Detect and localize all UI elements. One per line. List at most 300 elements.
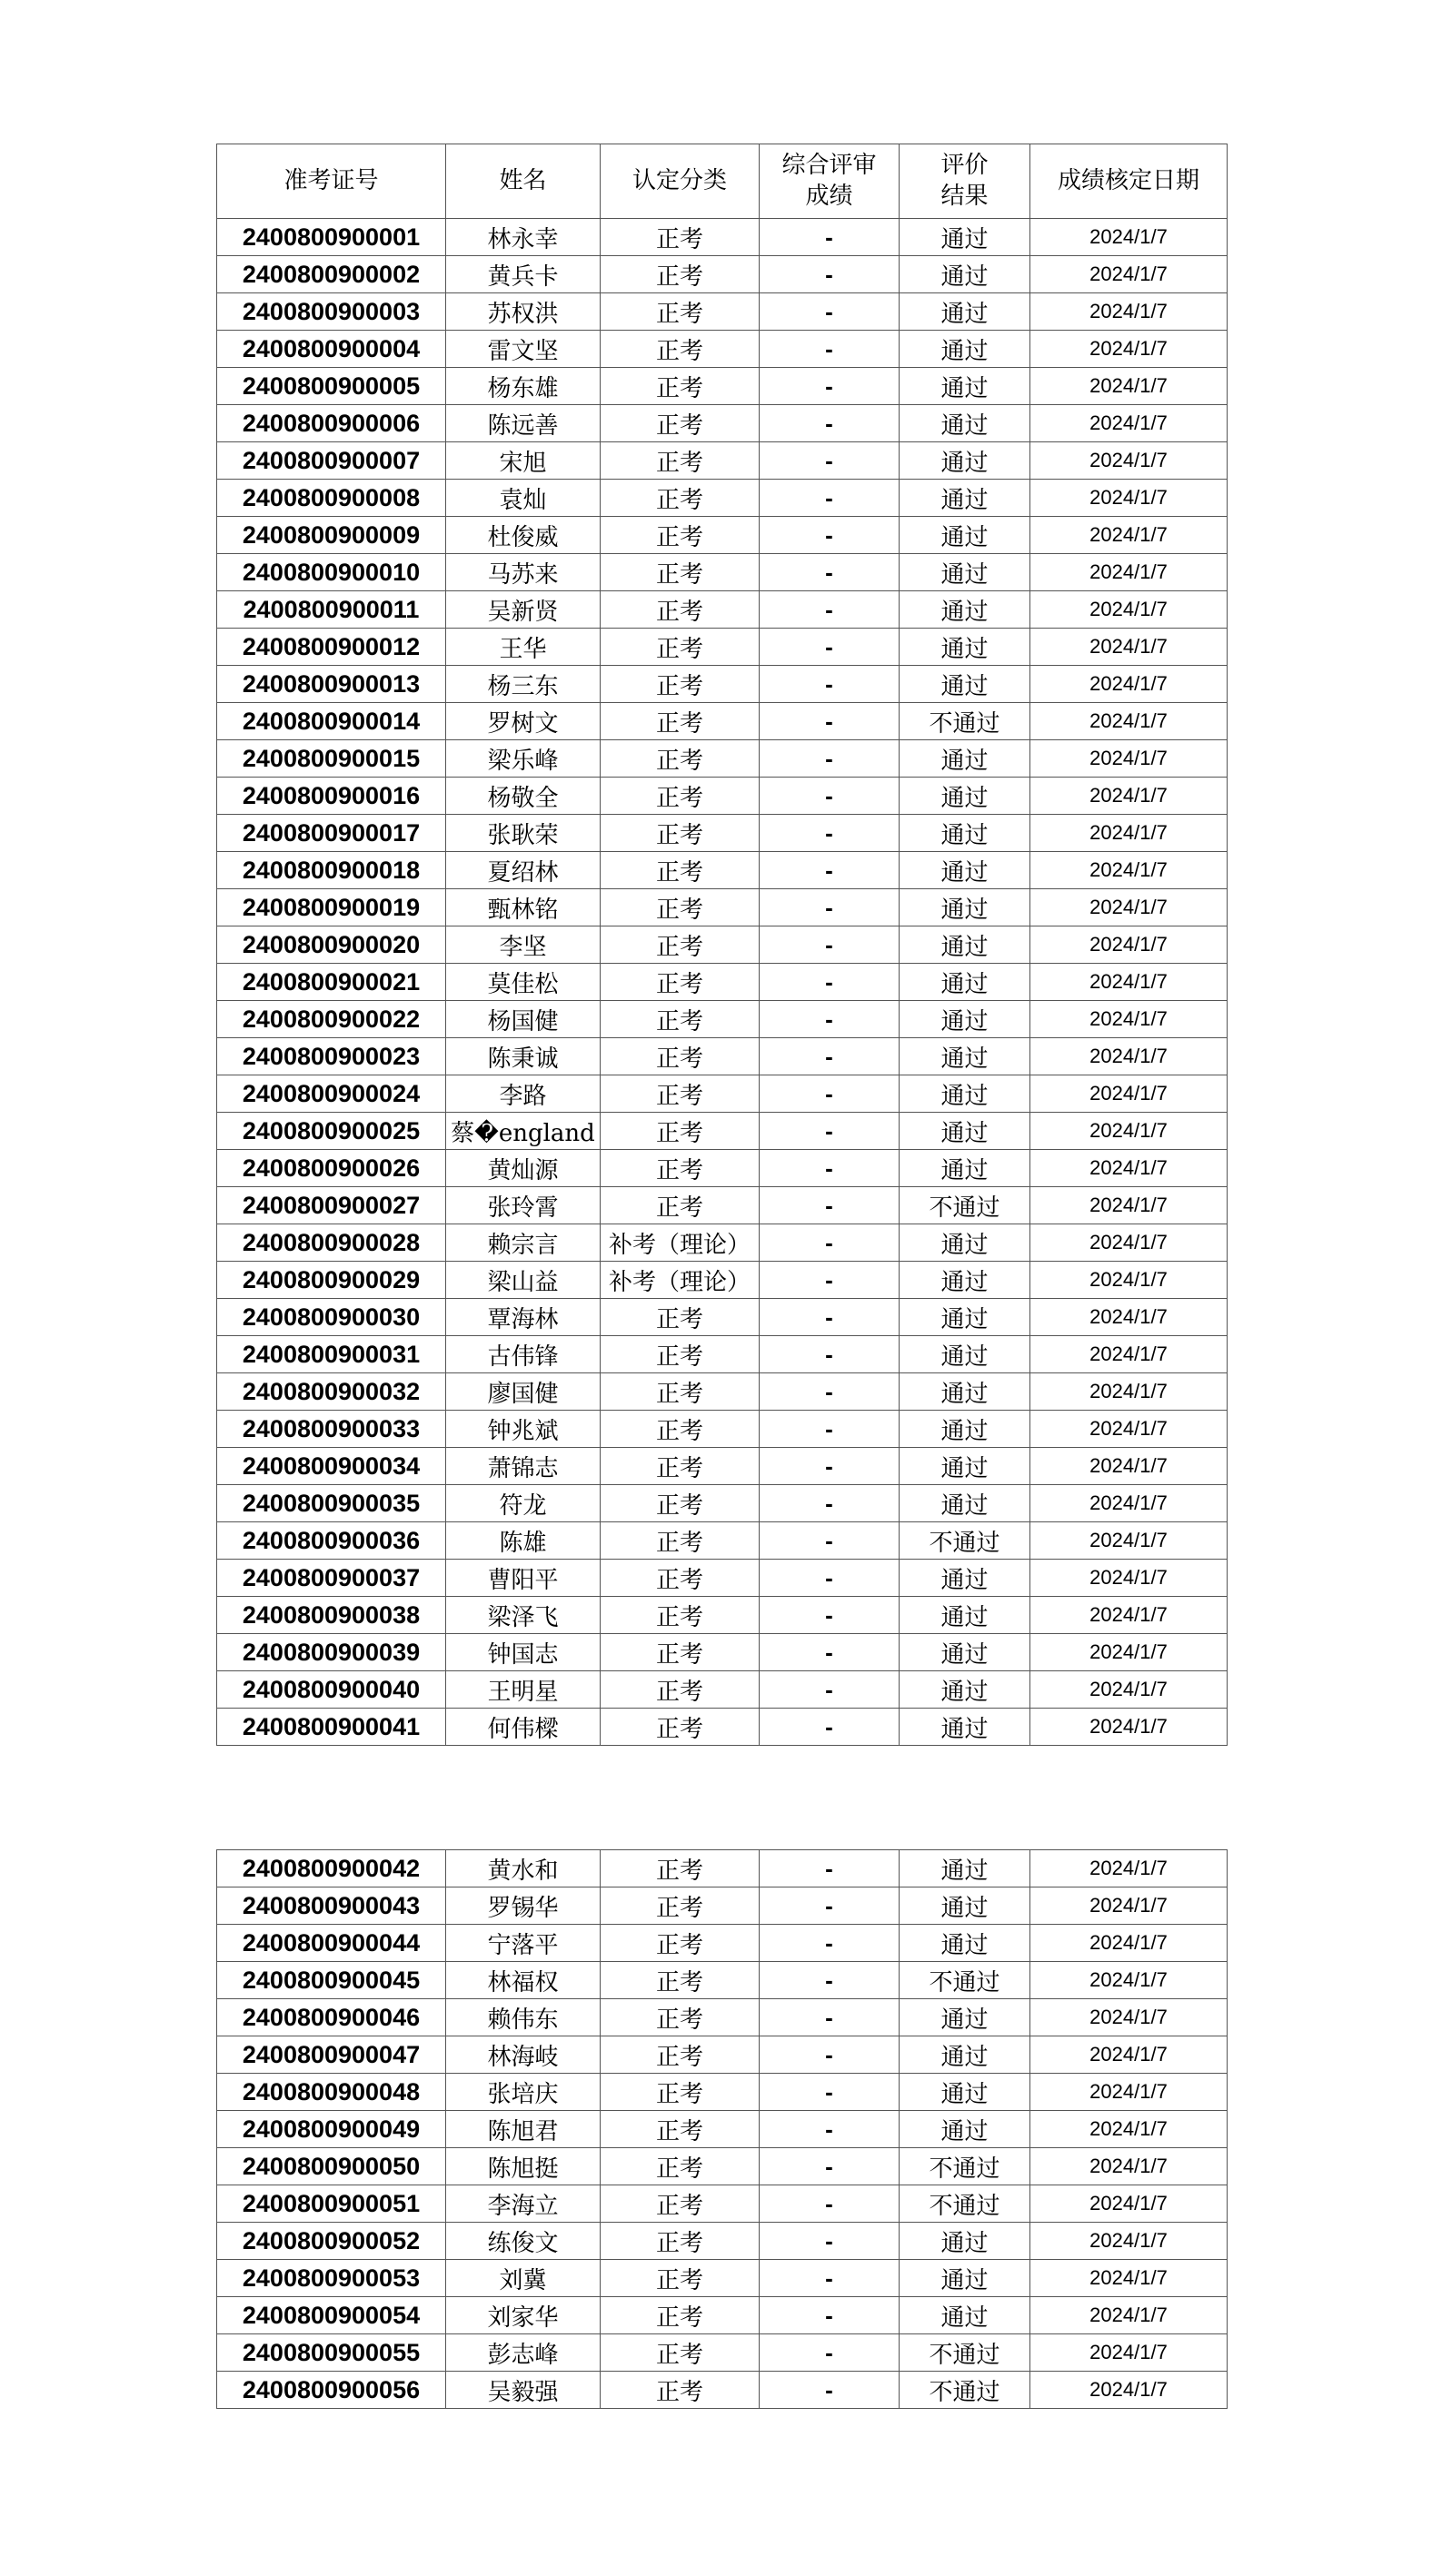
cell-category: 正考 xyxy=(601,554,760,591)
cell-date: 2024/1/7 xyxy=(1030,1522,1228,1560)
cell-result: 通过 xyxy=(900,1373,1030,1411)
cell-id: 2400800900020 xyxy=(217,926,446,964)
header-name: 姓名 xyxy=(446,144,601,219)
cell-result: 通过 xyxy=(900,1709,1030,1746)
cell-date: 2024/1/7 xyxy=(1030,1887,1228,1925)
cell-score: - xyxy=(760,517,900,554)
cell-score: - xyxy=(760,2185,900,2223)
cell-date: 2024/1/7 xyxy=(1030,629,1228,666)
cell-score: - xyxy=(760,1925,900,1962)
header-result-line1: 评价 xyxy=(940,151,989,179)
table-row xyxy=(217,1671,1228,1709)
cell-category: 正考 xyxy=(601,1150,760,1187)
cell-date: 2024/1/7 xyxy=(1030,1187,1228,1224)
cell-category: 正考 xyxy=(601,1113,760,1150)
cell-id: 2400800900031 xyxy=(217,1336,446,1373)
cell-id: 2400800900029 xyxy=(217,1262,446,1299)
cell-name: 钟国志 xyxy=(446,1634,601,1671)
table-row xyxy=(217,1850,1228,1887)
cell-date: 2024/1/7 xyxy=(1030,256,1228,293)
cell-result: 通过 xyxy=(900,1448,1030,1485)
cell-result: 通过 xyxy=(900,2297,1030,2334)
cell-id: 2400800900041 xyxy=(217,1709,446,1746)
cell-name: 苏权洪 xyxy=(446,293,601,331)
table-row xyxy=(217,2074,1228,2111)
cell-result: 通过 xyxy=(900,1224,1030,1262)
cell-result: 不通过 xyxy=(900,2148,1030,2185)
table-row xyxy=(217,1001,1228,1038)
cell-id: 2400800900001 xyxy=(217,219,446,256)
cell-date: 2024/1/7 xyxy=(1030,2297,1228,2334)
cell-score: - xyxy=(760,2297,900,2334)
cell-date: 2024/1/7 xyxy=(1030,1075,1228,1113)
table-row xyxy=(217,1925,1228,1962)
cell-score: - xyxy=(760,1485,900,1522)
cell-result: 通过 xyxy=(900,2260,1030,2297)
cell-date: 2024/1/7 xyxy=(1030,1448,1228,1485)
cell-id: 2400800900027 xyxy=(217,1187,446,1224)
cell-date: 2024/1/7 xyxy=(1030,1962,1228,1999)
cell-name: 赖伟东 xyxy=(446,1999,601,2036)
cell-result: 通过 xyxy=(900,1850,1030,1887)
cell-date: 2024/1/7 xyxy=(1030,1038,1228,1075)
table-row xyxy=(217,1262,1228,1299)
header-score xyxy=(760,144,900,219)
cell-name: 袁灿 xyxy=(446,480,601,517)
cell-category: 正考 xyxy=(601,778,760,815)
cell-name: 李海立 xyxy=(446,2185,601,2223)
cell-date: 2024/1/7 xyxy=(1030,1634,1228,1671)
cell-score: - xyxy=(760,815,900,852)
cell-name: 林海岐 xyxy=(446,2036,601,2074)
cell-id: 2400800900037 xyxy=(217,1560,446,1597)
cell-category: 正考 xyxy=(601,666,760,703)
table-row xyxy=(217,2260,1228,2297)
cell-score: - xyxy=(760,1634,900,1671)
table-row xyxy=(217,1075,1228,1113)
cell-score: - xyxy=(760,293,900,331)
cell-id: 2400800900045 xyxy=(217,1962,446,1999)
cell-result: 通过 xyxy=(900,2036,1030,2074)
cell-category: 正考 xyxy=(601,2372,760,2409)
cell-date: 2024/1/7 xyxy=(1030,293,1228,331)
cell-id: 2400800900010 xyxy=(217,554,446,591)
table-row xyxy=(217,1448,1228,1485)
cell-score: - xyxy=(760,1299,900,1336)
table-row xyxy=(217,1038,1228,1075)
cell-date: 2024/1/7 xyxy=(1030,1150,1228,1187)
cell-name: 罗锡华 xyxy=(446,1887,601,1925)
cell-score: - xyxy=(760,852,900,889)
cell-date: 2024/1/7 xyxy=(1030,1850,1228,1887)
table-row xyxy=(217,219,1228,256)
cell-score: - xyxy=(760,1448,900,1485)
cell-id: 2400800900035 xyxy=(217,1485,446,1522)
cell-result: 通过 xyxy=(900,1671,1030,1709)
cell-result: 通过 xyxy=(900,1299,1030,1336)
cell-name: 王华 xyxy=(446,629,601,666)
cell-id: 2400800900018 xyxy=(217,852,446,889)
cell-result: 不通过 xyxy=(900,1187,1030,1224)
cell-score: - xyxy=(760,889,900,926)
cell-category: 正考 xyxy=(601,1925,760,1962)
cell-score: - xyxy=(760,2372,900,2409)
cell-date: 2024/1/7 xyxy=(1030,2372,1228,2409)
cell-id: 2400800900009 xyxy=(217,517,446,554)
header-category: 认定分类 xyxy=(601,144,760,219)
cell-category: 正考 xyxy=(601,1299,760,1336)
cell-date: 2024/1/7 xyxy=(1030,2334,1228,2372)
cell-date: 2024/1/7 xyxy=(1030,1262,1228,1299)
cell-score: - xyxy=(760,1262,900,1299)
cell-name: 张培庆 xyxy=(446,2074,601,2111)
cell-date: 2024/1/7 xyxy=(1030,2148,1228,2185)
cell-category: 正考 xyxy=(601,1448,760,1485)
cell-score: - xyxy=(760,926,900,964)
table-row xyxy=(217,1522,1228,1560)
cell-result: 不通过 xyxy=(900,2372,1030,2409)
table-row xyxy=(217,740,1228,778)
table-row xyxy=(217,964,1228,1001)
table-row xyxy=(217,293,1228,331)
cell-name: 黄兵卡 xyxy=(446,256,601,293)
cell-result: 通过 xyxy=(900,1113,1030,1150)
cell-name: 陈旭君 xyxy=(446,2111,601,2148)
cell-result: 通过 xyxy=(900,405,1030,442)
table-row xyxy=(217,517,1228,554)
cell-date: 2024/1/7 xyxy=(1030,331,1228,368)
cell-id: 2400800900052 xyxy=(217,2223,446,2260)
table-row xyxy=(217,2111,1228,2148)
cell-result: 通过 xyxy=(900,1038,1030,1075)
cell-category: 正考 xyxy=(601,1485,760,1522)
cell-category: 正考 xyxy=(601,1887,760,1925)
cell-name: 符龙 xyxy=(446,1485,601,1522)
cell-score: - xyxy=(760,1850,900,1887)
cell-name: 曹阳平 xyxy=(446,1560,601,1597)
cell-score: - xyxy=(760,405,900,442)
cell-score: - xyxy=(760,1597,900,1634)
cell-id: 2400800900047 xyxy=(217,2036,446,2074)
cell-category: 正考 xyxy=(601,629,760,666)
table-row xyxy=(217,1709,1228,1746)
table-row xyxy=(217,1962,1228,1999)
cell-result: 通过 xyxy=(900,331,1030,368)
cell-date: 2024/1/7 xyxy=(1030,1373,1228,1411)
cell-id: 2400800900046 xyxy=(217,1999,446,2036)
cell-result: 通过 xyxy=(900,1150,1030,1187)
cell-id: 2400800900002 xyxy=(217,256,446,293)
table-row xyxy=(217,1634,1228,1671)
cell-id: 2400800900026 xyxy=(217,1150,446,1187)
cell-score: - xyxy=(760,554,900,591)
cell-id: 2400800900032 xyxy=(217,1373,446,1411)
cell-score: - xyxy=(760,1709,900,1746)
cell-category: 正考 xyxy=(601,1850,760,1887)
cell-result: 通过 xyxy=(900,629,1030,666)
table-row xyxy=(217,554,1228,591)
cell-name: 莫佳松 xyxy=(446,964,601,1001)
cell-date: 2024/1/7 xyxy=(1030,591,1228,629)
cell-date: 2024/1/7 xyxy=(1030,1336,1228,1373)
cell-date: 2024/1/7 xyxy=(1030,1411,1228,1448)
cell-category: 正考 xyxy=(601,1709,760,1746)
table-row xyxy=(217,2372,1228,2409)
cell-id: 2400800900021 xyxy=(217,964,446,1001)
header-result xyxy=(900,144,1030,219)
cell-score: - xyxy=(760,2148,900,2185)
cell-id: 2400800900007 xyxy=(217,442,446,480)
cell-result: 通过 xyxy=(900,1485,1030,1522)
cell-score: - xyxy=(760,1075,900,1113)
cell-result: 通过 xyxy=(900,256,1030,293)
cell-category: 正考 xyxy=(601,1560,760,1597)
cell-score: - xyxy=(760,703,900,740)
cell-name: 雷文坚 xyxy=(446,331,601,368)
cell-result: 通过 xyxy=(900,1560,1030,1597)
cell-category: 正考 xyxy=(601,1001,760,1038)
cell-id: 2400800900044 xyxy=(217,1925,446,1962)
cell-name: 彭志峰 xyxy=(446,2334,601,2372)
cell-name: 赖宗言 xyxy=(446,1224,601,1262)
cell-score: - xyxy=(760,591,900,629)
cell-score: - xyxy=(760,1522,900,1560)
table-row xyxy=(217,1373,1228,1411)
cell-result: 通过 xyxy=(900,1597,1030,1634)
cell-date: 2024/1/7 xyxy=(1030,852,1228,889)
cell-name: 黄灿源 xyxy=(446,1150,601,1187)
cell-id: 2400800900039 xyxy=(217,1634,446,1671)
cell-name: 张玲霄 xyxy=(446,1187,601,1224)
cell-score: - xyxy=(760,2260,900,2297)
cell-id: 2400800900030 xyxy=(217,1299,446,1336)
cell-result: 通过 xyxy=(900,2111,1030,2148)
table-row xyxy=(217,480,1228,517)
cell-result: 通过 xyxy=(900,517,1030,554)
cell-result: 通过 xyxy=(900,1887,1030,1925)
table-row xyxy=(217,1887,1228,1925)
cell-result: 通过 xyxy=(900,293,1030,331)
cell-date: 2024/1/7 xyxy=(1030,1709,1228,1746)
table-row xyxy=(217,591,1228,629)
table-row xyxy=(217,368,1228,405)
cell-name: 吴毅强 xyxy=(446,2372,601,2409)
cell-category: 正考 xyxy=(601,219,760,256)
cell-id: 2400800900025 xyxy=(217,1113,446,1150)
cell-date: 2024/1/7 xyxy=(1030,1299,1228,1336)
cell-name: 覃海林 xyxy=(446,1299,601,1336)
table-row xyxy=(217,2148,1228,2185)
cell-category: 正考 xyxy=(601,591,760,629)
cell-result: 不通过 xyxy=(900,1522,1030,1560)
cell-name: 陈远善 xyxy=(446,405,601,442)
cell-name: 杜俊威 xyxy=(446,517,601,554)
cell-id: 2400800900022 xyxy=(217,1001,446,1038)
table-row xyxy=(217,778,1228,815)
cell-date: 2024/1/7 xyxy=(1030,2223,1228,2260)
cell-id: 2400800900005 xyxy=(217,368,446,405)
cell-result: 通过 xyxy=(900,1001,1030,1038)
cell-category: 正考 xyxy=(601,703,760,740)
table-row xyxy=(217,1597,1228,1634)
table-row xyxy=(217,889,1228,926)
cell-category: 正考 xyxy=(601,2185,760,2223)
cell-result: 不通过 xyxy=(900,703,1030,740)
cell-id: 2400800900055 xyxy=(217,2334,446,2372)
cell-id: 2400800900038 xyxy=(217,1597,446,1634)
cell-score: - xyxy=(760,1411,900,1448)
cell-category: 正考 xyxy=(601,256,760,293)
cell-date: 2024/1/7 xyxy=(1030,1999,1228,2036)
cell-date: 2024/1/7 xyxy=(1030,964,1228,1001)
cell-result: 通过 xyxy=(900,740,1030,778)
cell-score: - xyxy=(760,1150,900,1187)
cell-name: 宋旭 xyxy=(446,442,601,480)
cell-date: 2024/1/7 xyxy=(1030,442,1228,480)
cell-name: 刘冀 xyxy=(446,2260,601,2297)
cell-id: 2400800900051 xyxy=(217,2185,446,2223)
cell-date: 2024/1/7 xyxy=(1030,405,1228,442)
cell-category: 正考 xyxy=(601,405,760,442)
cell-result: 通过 xyxy=(900,1336,1030,1373)
cell-date: 2024/1/7 xyxy=(1030,368,1228,405)
cell-category: 正考 xyxy=(601,1075,760,1113)
header-score-line2: 成绩 xyxy=(805,182,853,210)
cell-result: 通过 xyxy=(900,554,1030,591)
cell-id: 2400800900054 xyxy=(217,2297,446,2334)
cell-name: 陈秉诚 xyxy=(446,1038,601,1075)
cell-category: 正考 xyxy=(601,964,760,1001)
cell-score: - xyxy=(760,778,900,815)
cell-date: 2024/1/7 xyxy=(1030,2074,1228,2111)
cell-category: 正考 xyxy=(601,1411,760,1448)
cell-date: 2024/1/7 xyxy=(1030,219,1228,256)
cell-name: 蔡�england xyxy=(446,1113,601,1150)
cell-category: 正考 xyxy=(601,1373,760,1411)
cell-name: 廖国健 xyxy=(446,1373,601,1411)
cell-date: 2024/1/7 xyxy=(1030,554,1228,591)
cell-name: 李路 xyxy=(446,1075,601,1113)
cell-result: 通过 xyxy=(900,964,1030,1001)
cell-result: 不通过 xyxy=(900,1962,1030,1999)
cell-date: 2024/1/7 xyxy=(1030,517,1228,554)
cell-category: 正考 xyxy=(601,2260,760,2297)
cell-category: 正考 xyxy=(601,1522,760,1560)
cell-id: 2400800900024 xyxy=(217,1075,446,1113)
cell-category: 正考 xyxy=(601,1597,760,1634)
cell-result: 不通过 xyxy=(900,2185,1030,2223)
table-body xyxy=(217,219,1228,1746)
table-row xyxy=(217,1150,1228,1187)
cell-id: 2400800900023 xyxy=(217,1038,446,1075)
cell-id: 2400800900012 xyxy=(217,629,446,666)
cell-score: - xyxy=(760,219,900,256)
cell-score: - xyxy=(760,1001,900,1038)
cell-name: 何伟樑 xyxy=(446,1709,601,1746)
cell-result: 通过 xyxy=(900,926,1030,964)
cell-id: 2400800900003 xyxy=(217,293,446,331)
cell-result: 通过 xyxy=(900,778,1030,815)
cell-category: 正考 xyxy=(601,1336,760,1373)
cell-id: 2400800900011 xyxy=(217,591,446,629)
table-row xyxy=(217,1187,1228,1224)
table-row xyxy=(217,926,1228,964)
cell-category: 正考 xyxy=(601,1187,760,1224)
cell-id: 2400800900016 xyxy=(217,778,446,815)
cell-score: - xyxy=(760,442,900,480)
table-row xyxy=(217,405,1228,442)
cell-category: 正考 xyxy=(601,1962,760,1999)
cell-result: 通过 xyxy=(900,368,1030,405)
cell-name: 杨东雄 xyxy=(446,368,601,405)
cell-date: 2024/1/7 xyxy=(1030,889,1228,926)
cell-category: 正考 xyxy=(601,368,760,405)
cell-category: 正考 xyxy=(601,331,760,368)
cell-id: 2400800900050 xyxy=(217,2148,446,2185)
cell-category: 正考 xyxy=(601,480,760,517)
cell-date: 2024/1/7 xyxy=(1030,778,1228,815)
table-body-continued xyxy=(217,1850,1228,2409)
cell-date: 2024/1/7 xyxy=(1030,1671,1228,1709)
cell-result: 通过 xyxy=(900,480,1030,517)
cell-category: 正考 xyxy=(601,926,760,964)
cell-name: 杨国健 xyxy=(446,1001,601,1038)
cell-score: - xyxy=(760,1373,900,1411)
cell-result: 通过 xyxy=(900,1411,1030,1448)
cell-category: 正考 xyxy=(601,2036,760,2074)
cell-score: - xyxy=(760,1113,900,1150)
cell-category: 正考 xyxy=(601,2297,760,2334)
cell-date: 2024/1/7 xyxy=(1030,1925,1228,1962)
cell-result: 通过 xyxy=(900,1075,1030,1113)
cell-score: - xyxy=(760,2111,900,2148)
cell-result: 不通过 xyxy=(900,2334,1030,2372)
cell-category: 正考 xyxy=(601,293,760,331)
cell-name: 练俊文 xyxy=(446,2223,601,2260)
table-row xyxy=(217,2223,1228,2260)
cell-name: 梁山益 xyxy=(446,1262,601,1299)
cell-name: 杨三东 xyxy=(446,666,601,703)
cell-score: - xyxy=(760,1671,900,1709)
cell-result: 通过 xyxy=(900,442,1030,480)
cell-score: - xyxy=(760,666,900,703)
cell-result: 通过 xyxy=(900,666,1030,703)
cell-date: 2024/1/7 xyxy=(1030,2036,1228,2074)
table-row xyxy=(217,331,1228,368)
table-row xyxy=(217,1224,1228,1262)
cell-category: 正考 xyxy=(601,2334,760,2372)
cell-date: 2024/1/7 xyxy=(1030,703,1228,740)
cell-id: 2400800900017 xyxy=(217,815,446,852)
cell-date: 2024/1/7 xyxy=(1030,740,1228,778)
results-table xyxy=(216,144,1228,1746)
cell-date: 2024/1/7 xyxy=(1030,926,1228,964)
cell-id: 2400800900033 xyxy=(217,1411,446,1448)
table-row xyxy=(217,1485,1228,1522)
cell-name: 罗树文 xyxy=(446,703,601,740)
table-row xyxy=(217,2036,1228,2074)
cell-name: 刘家华 xyxy=(446,2297,601,2334)
cell-name: 甄林铭 xyxy=(446,889,601,926)
cell-id: 2400800900053 xyxy=(217,2260,446,2297)
cell-id: 2400800900015 xyxy=(217,740,446,778)
cell-score: - xyxy=(760,1224,900,1262)
cell-id: 2400800900036 xyxy=(217,1522,446,1560)
cell-id: 2400800900008 xyxy=(217,480,446,517)
cell-category: 正考 xyxy=(601,740,760,778)
cell-category: 正考 xyxy=(601,1999,760,2036)
cell-id: 2400800900013 xyxy=(217,666,446,703)
